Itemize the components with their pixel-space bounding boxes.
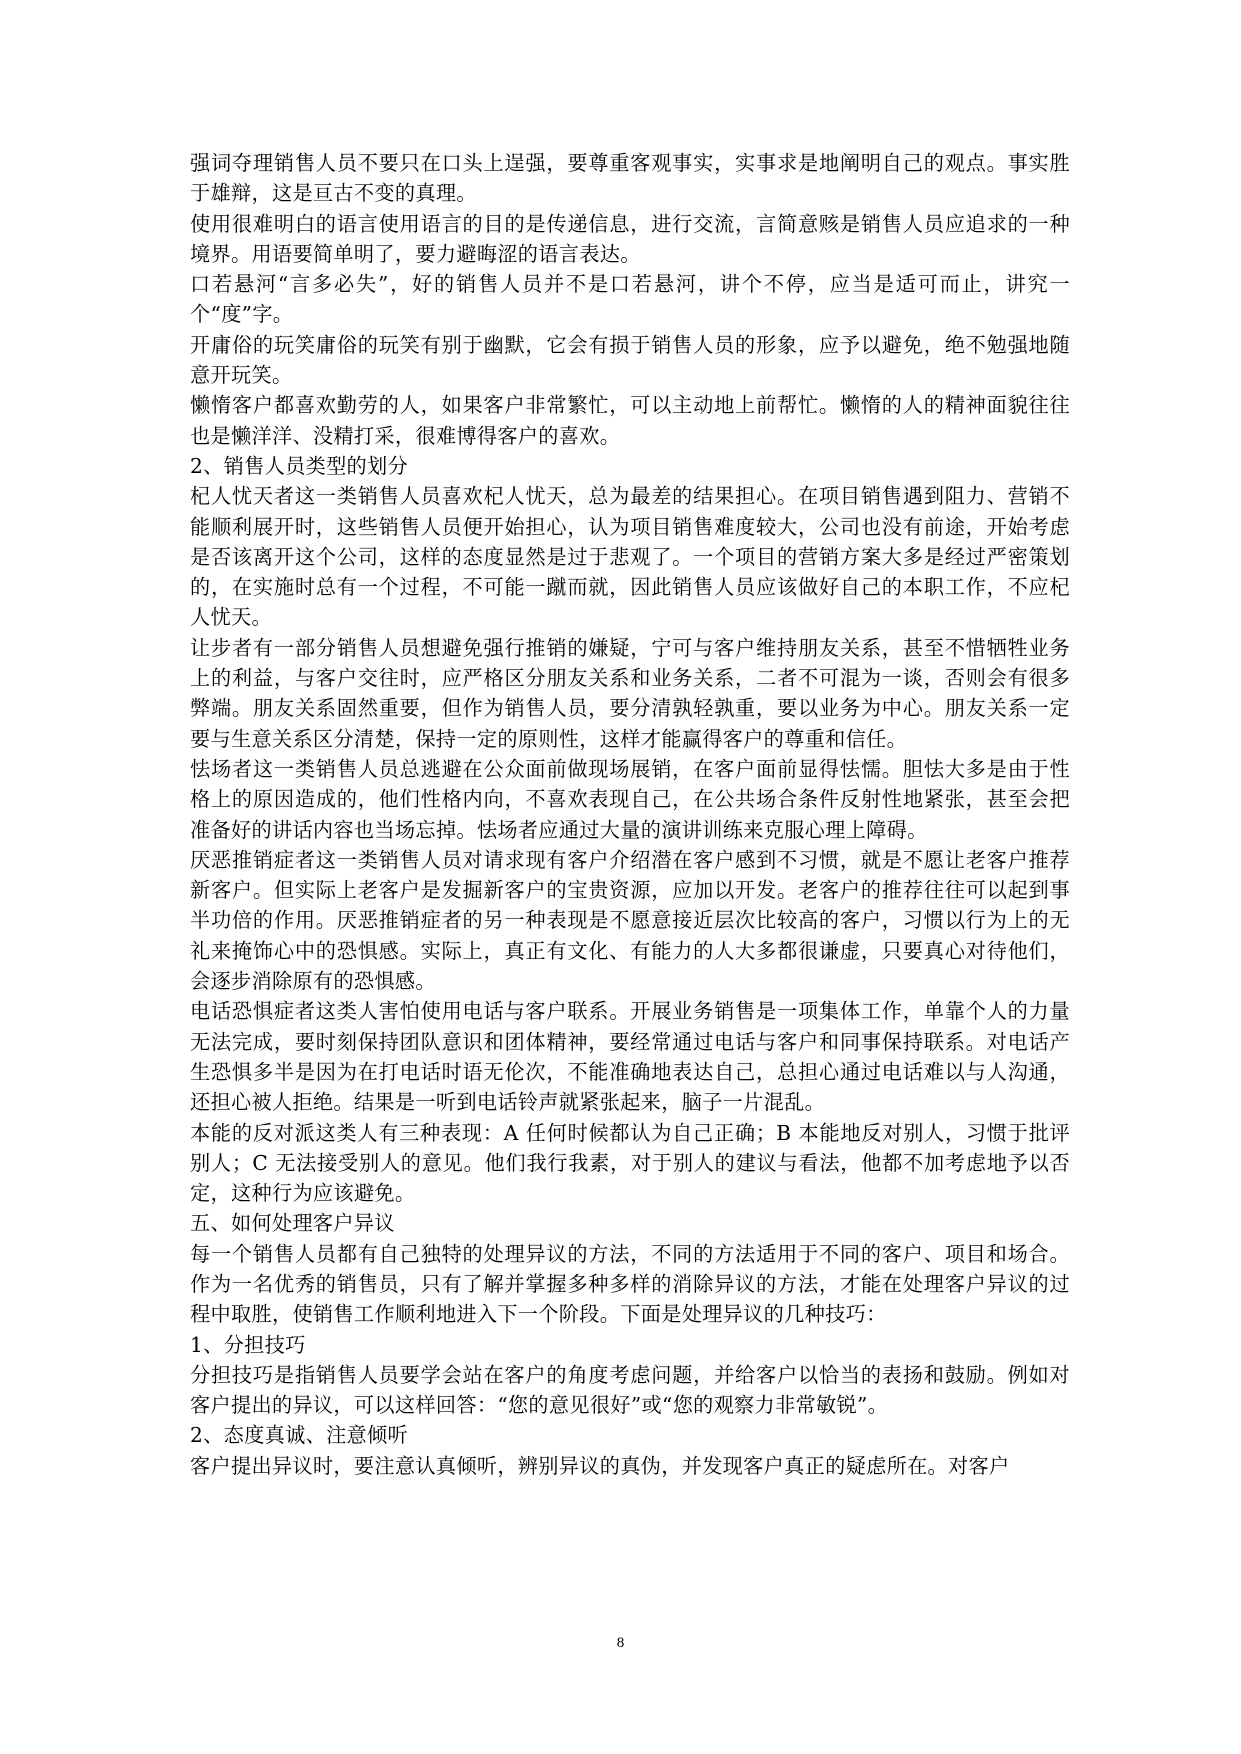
paragraph-stubborn-argument: 强词夺理销售人员不要只在口头上逞强，要尊重客观事实，实事求是地阐明自己的观点。事实胜于雄辩，这是亘古不变的真理。 <box>190 151 1070 206</box>
paragraph-sharing-technique: 分担技巧是指销售人员要学会站在客户的角度考虑问题，并给客户以恰当的表扬和鼓励。例如对客户提出的异议，可以这样回答：“您的意见很好”或“您的观察力非常敏锐”。 <box>190 1362 1070 1418</box>
body-text <box>190 148 1070 1481</box>
section-heading-sharing-technique: 1、分担技巧 <box>190 1332 306 1357</box>
paragraph-instinctive-opposer: 本能的反对派这类人有三种表现：A 任何时候都认为自己正确；B 本能地反对别人，习惯于批评别人；C 无法接受别人的意见。他们我行我素，对于别人的建议与看法，他都不加考虑地予以否定，这种行为应该避免。 <box>190 1120 1070 1206</box>
paragraph-worrier: 杞人忧天者这一类销售人员喜欢杞人忧天，总为最差的结果担心。在项目销售遇到阻力、营销不能顺利展开时，这些销售人员便开始担心，认为项目销售难度较大，公司也没有前途，开始考虑是否该离开这个公司，这样的态度显然是过于悲观了。一个项目的营销方案大多是经过严密策划的，在实施时总有一个过程，不可能一蹴而就，因此销售人员应该做好自己的本职工作，不应杞人忧天。 <box>190 484 1070 630</box>
paragraph-stage-fright: 怯场者这一类销售人员总逃避在公众面前做现场展销，在客户面前显得怯懦。胆怯大多是由于性格上的原因造成的，他们性格内向，不喜欢表现自己，在公共场合条件反射性地紧张，甚至会把准备好的讲话内容也当场忘掉。怯场者应通过大量的演讲训练来克服心理上障碍。 <box>190 756 1070 842</box>
page-number: 8 <box>616 1635 625 1651</box>
paragraph-referral-aversion: 厌恶推销症者这一类销售人员对请求现有客户介绍潜在客户感到不习惯，就是不愿让老客户推荐新客户。但实际上老客户是发掘新客户的宝贵资源，应加以开发。老客户的推荐往往可以起到事半功倍的作用。厌恶推销症者的另一种表现是不愿意接近层次比较高的客户，习惯以行为上的无礼来掩饰心中的恐惧感。实际上，真正有文化、有能力的人大多都很谦虚，只要真心对待他们，会逐步消除原有的恐惧感。 <box>190 847 1070 994</box>
chapter-heading-handling-objections: 五、如何处理客户异议 <box>190 1211 395 1236</box>
paragraph-laziness: 懒惰客户都喜欢勤劳的人，如果客户非常繁忙，可以主动地上前帮忙。懒惰的人的精神面貌往往也是懒洋洋、没精打采，很难博得客户的喜欢。 <box>190 393 1070 448</box>
paragraph-sincere-listening: 客户提出异议时，要注意认真倾听，辨别异议的真伪，并发现客户真正的疑虑所在。对客户 <box>190 1453 1010 1478</box>
paragraph-objection-intro: 每一个销售人员都有自己独特的处理异议的方法，不同的方法适用于不同的客户、项目和场合。作为一名优秀的销售员，只有了解并掌握多种多样的消除异议的方法，才能在处理客户异议的过程中取胜，使销售工作顺利地进入下一个阶段。下面是处理异议的几种技巧： <box>190 1241 1070 1327</box>
paragraph-conceder: 让步者有一部分销售人员想避免强行推销的嫌疑，宁可与客户维持朋友关系，甚至不惜牺牲业务上的利益，与客户交往时，应严格区分朋友关系和业务关系，二者不可混为一谈，否则会有很多弊端。朋友关系固然重要，但作为销售人员，要分清孰轻孰重，要以业务为中心。朋友关系一定要与生意关系区分清楚，保持一定的原则性，这样才能赢得客户的尊重和信任。 <box>190 635 1070 751</box>
paragraph-talkative: 口若悬河“言多必失”，好的销售人员并不是口若悬河，讲个不停，应当是适可而止，讲究一个“度”字。 <box>190 272 1070 327</box>
section-heading-sincere-listening: 2、态度真诚、注意倾听 <box>190 1423 409 1448</box>
paragraph-phone-phobia: 电话恐惧症者这类人害怕使用电话与客户联系。开展业务销售是一项集体工作，单靠个人的力量无法完成，要时刻保持团队意识和团体精神，要经常通过电话与客户和同事保持联系。对电话产生恐惧多半是因为在打电话时语无伦次，不能准确地表达自己，总担心通过电话难以与人沟通，还担心被人拒绝。结果是一听到电话铃声就紧张起来，脑子一片混乱。 <box>190 999 1070 1115</box>
paragraph-obscure-language: 使用很难明白的语言使用语言的目的是传递信息，进行交流，言简意赅是销售人员应追求的一种境界。用语要简单明了，要力避晦涩的语言表达。 <box>190 211 1070 266</box>
paragraph-vulgar-jokes: 开庸俗的玩笑庸俗的玩笑有别于幽默，它会有损于销售人员的形象，应予以避免，绝不勉强地随意开玩笑。 <box>190 332 1070 388</box>
section-heading-salesperson-types: 2、销售人员类型的划分 <box>190 453 409 478</box>
